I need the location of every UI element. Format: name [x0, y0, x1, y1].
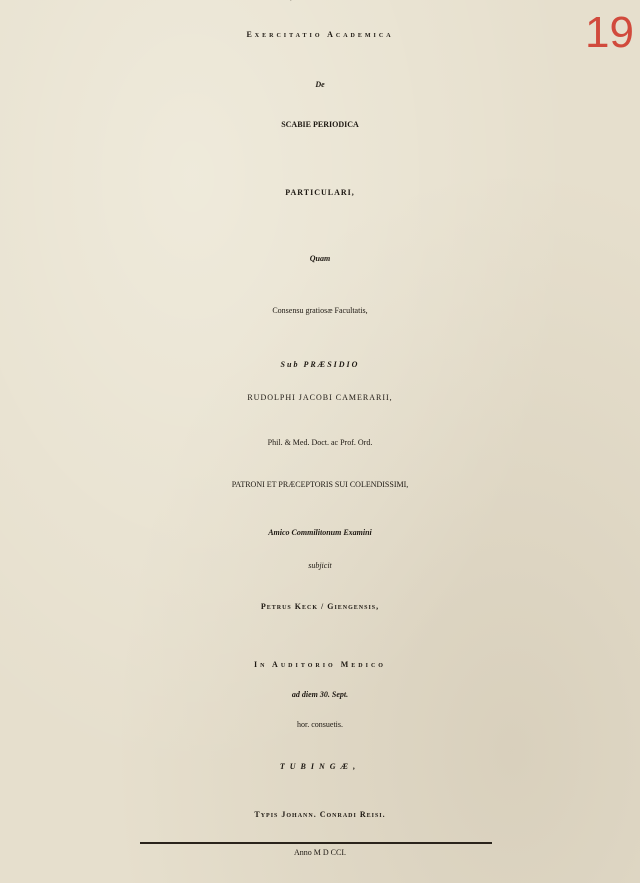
main-title-line-2: PARTICULARI, [285, 188, 355, 197]
subjicit-line: subjicit [308, 561, 332, 570]
printer-line: Typis Johann. Conradi Reisi. [254, 810, 386, 819]
de-word: De [315, 80, 325, 89]
year-line: Anno M D CCI. [293, 848, 346, 857]
sub-praesidio: Sub PRÆSIDIO [280, 360, 360, 369]
respondent-name: Petrus Keck / Giengensis, [260, 602, 380, 611]
patroni-line: PATRONI ET PRÆCEPTORIS SUI COLENDISSIMI, [231, 480, 409, 489]
divider-rule [140, 842, 492, 844]
folio-number: 19 [585, 8, 634, 57]
date-line: ad diem 30. Sept. [291, 690, 349, 699]
amico-line: Amico Commilitonum Examini [268, 528, 372, 537]
exercitatio-heading: Exercitatio Academica [246, 30, 394, 39]
quam-word: Quam [309, 254, 331, 263]
main-title: SCABIE PERIODICA [281, 120, 359, 129]
praeses-title: Phil. & Med. Doct. ac Prof. Ord. [267, 438, 373, 447]
hora-line: hor. consuetis. [297, 720, 343, 729]
auditorio-line: In Auditorio Medico [254, 660, 386, 669]
praeses-name: RUDOLPHI JACOBI CAMERARII, [247, 393, 393, 402]
place-line: TUBINGÆ, [279, 762, 361, 771]
consensu-line: Consensu gratiosæ Facultatis, [272, 306, 368, 315]
top-fragment [0, 0, 640, 1]
